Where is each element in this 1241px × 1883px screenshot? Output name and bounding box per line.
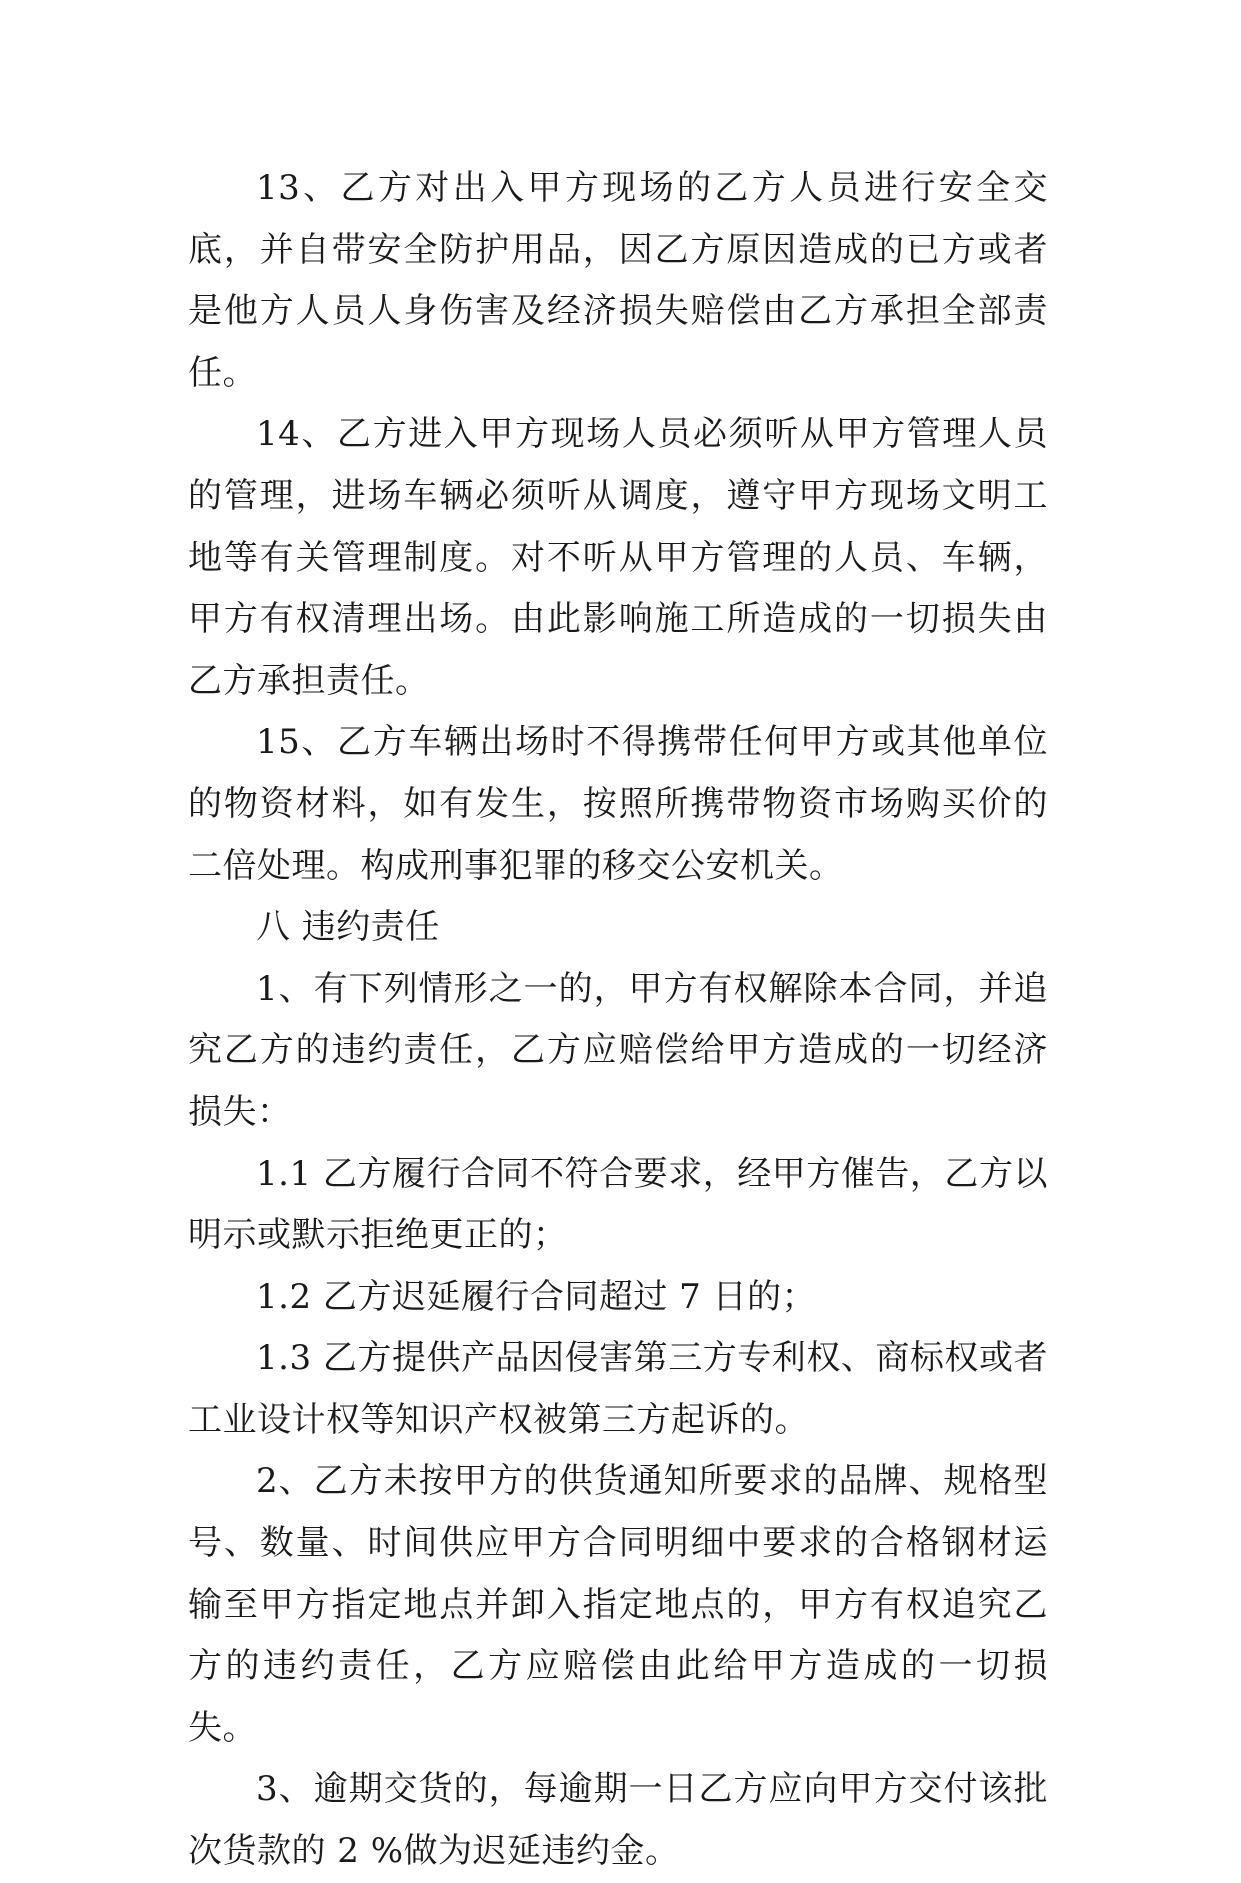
paragraph-breach-1-1: 1.1 乙方履行合同不符合要求，经甲方催告，乙方以明示或默示拒绝更正的； (188, 1153, 1048, 1256)
paragraph-clause-14: 14、乙方进入甲方现场人员必须听从甲方管理人员的管理，进场车辆必须听从调度，遵守甲方现场文明工地等有关管理制度。对不听从甲方管理的人员、车辆，甲方有权清理出场。由此影响施工所造成的一切损失由乙方承担责任。 (188, 414, 1048, 701)
document-body (188, 158, 1048, 1883)
paragraph-breach-2: 2、乙方未按甲方的供货通知所要求的品牌、规格型号、数量、时间供应甲方合同明细中要求的合格钢材运输至甲方指定地点并卸入指定地点的，甲方有权追究乙方的违约责任，乙方应赔偿由此给甲方造成的一切损失。 (188, 1461, 1048, 1748)
paragraph-breach-1-2: 1.2 乙方迟延履行合同超过 7 日的； (256, 1276, 817, 1317)
paragraph-clause-13: 13、乙方对出入甲方现场的乙方人员进行安全交底，并自带安全防护用品，因乙方原因造成的已方或者是他方人员人身伤害及经济损失赔偿由乙方承担全部责任。 (188, 168, 1048, 393)
paragraph-breach-3: 3、逾期交货的，每逾期一日乙方应向甲方交付该批次货款的 2 %做为迟延违约金。 (188, 1769, 1048, 1872)
paragraph-breach-1: 1、有下列情形之一的，甲方有权解除本合同，并追究乙方的违约责任，乙方应赔偿给甲方造成的一切经济损失： (188, 968, 1048, 1132)
section-heading-breach-liability: 八 违约责任 (256, 907, 440, 948)
paragraph-breach-1-3: 1.3 乙方提供产品因侵害第三方专利权、商标权或者工业设计权等知识产权被第三方起诉的。 (188, 1338, 1048, 1440)
paragraph-clause-15: 15、乙方车辆出场时不得携带任何甲方或其他单位的物资材料，如有发生，按照所携带物资市场购买价的二倍处理。构成刑事犯罪的移交公安机关。 (188, 722, 1048, 886)
